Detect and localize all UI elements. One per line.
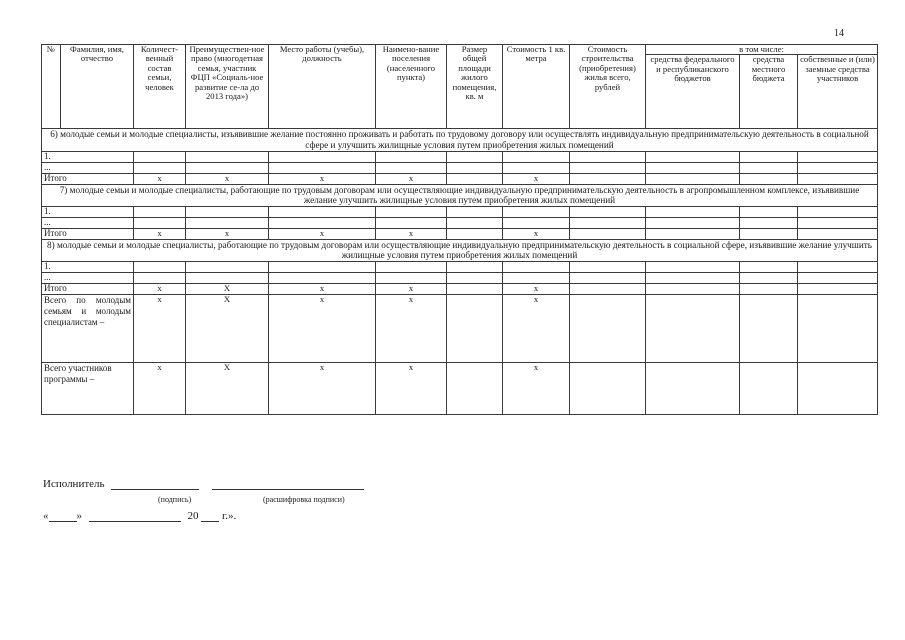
header-workplace: Место работы (учебы), должность — [269, 45, 376, 129]
mark: x — [134, 228, 186, 239]
mark: x — [134, 294, 186, 362]
mark: x — [376, 228, 447, 239]
mark: X — [186, 294, 269, 362]
mark: x — [376, 283, 447, 294]
mark: x — [376, 294, 447, 362]
mark: x — [376, 173, 447, 184]
header-area: Размер общей площади жилого помещения, кв. м — [447, 45, 503, 129]
mark: x — [269, 283, 376, 294]
mark: x — [134, 362, 186, 414]
table-row — [42, 272, 878, 283]
section-title-row — [42, 184, 878, 206]
date-year-field[interactable] — [201, 521, 219, 522]
date-year-suffix: г.». — [222, 510, 237, 522]
mark: x — [503, 294, 570, 362]
header-federal-funds: средства федерального и республиканского бюджетов — [646, 55, 740, 129]
total-label: Итого — [42, 228, 134, 239]
row-number: 1. — [42, 261, 134, 272]
total-all-row — [42, 362, 878, 414]
table-row — [42, 217, 878, 228]
section-title: 6) молодые семьи и молодые специалисты, изъявившие желание постоянно проживать и работать по трудовому договору или осуществлять индивидуальную предпринимательскую деятельность в социальной сфере и улучшить жилищные условия путем приобретения жилых помещений — [42, 129, 878, 151]
mark: x — [269, 294, 376, 362]
mark: x — [503, 228, 570, 239]
total-label: Итого — [42, 283, 134, 294]
date-close-quote: » — [76, 510, 82, 522]
mark: X — [186, 283, 269, 294]
mark: x — [269, 228, 376, 239]
decoding-caption: (расшифровка подписи) — [263, 495, 345, 504]
header-local-funds: средства местного бюджета — [740, 55, 798, 129]
total-young-label: Всего по молодым семьям и молодым специалистам – — [42, 294, 134, 362]
signature-caption: (подпись) — [158, 495, 192, 504]
mark: x — [134, 173, 186, 184]
header-priority-right: Преимуществен-ное право (многодетная семья, участник ФЦП «Социаль-ное развитие се-ла до 2013 года») — [186, 45, 269, 129]
header-total-cost: Стоимость строительства (приобретения) жилья всего, рублей — [570, 45, 646, 129]
row-ellipsis: ... — [42, 272, 134, 283]
total-young-row — [42, 294, 878, 362]
date-day-field[interactable] — [49, 521, 77, 522]
total-label: Итого — [42, 173, 134, 184]
header-name: Фамилия, имя, отчество — [61, 45, 134, 129]
page-number: 14 — [834, 28, 844, 39]
mark: x — [134, 283, 186, 294]
mark: x — [376, 362, 447, 414]
date-line — [43, 510, 236, 522]
program-participants-table — [41, 44, 878, 415]
section-title: 8) молодые семьи и молодые специалисты, работающие по трудовым договорам или осуществляющие индивидуальную предпринимательскую деятельность в социальной сфере, изъявившие желание улучшить жилищные условия путем приобретения жилых помещений — [42, 239, 878, 261]
table-row — [42, 151, 878, 162]
mark: x — [186, 228, 269, 239]
header-num: № — [42, 45, 61, 129]
section-title: 7) молодые семьи и молодые специалисты, работающие по трудовым договорам или осуществляющие индивидуальную предпринимательскую деятельность в агропромышленном комплексе, изъявившие желание улучшить жилищные условия путем приобретения жилых помещений — [42, 184, 878, 206]
date-open-quote: « — [43, 510, 49, 522]
table-row — [42, 261, 878, 272]
date-month-field[interactable] — [89, 521, 181, 522]
mark: x — [503, 283, 570, 294]
header-cost-per-m2: Стоимость 1 кв. метра — [503, 45, 570, 129]
header-settlement: Наимено-вание поселения (населенного пункта) — [376, 45, 447, 129]
executor-label: Исполнитель — [43, 478, 105, 490]
header-own-funds: собственные и (или) заемные средства участников — [798, 55, 878, 129]
date-year-prefix: 20 — [187, 510, 199, 522]
row-number: 1. — [42, 151, 134, 162]
table-row — [42, 206, 878, 217]
mark: x — [186, 173, 269, 184]
total-row — [42, 173, 878, 184]
total-all-label: Всего участников программы – — [42, 362, 134, 414]
section-title-row — [42, 239, 878, 261]
row-ellipsis: ... — [42, 162, 134, 173]
total-row — [42, 283, 878, 294]
mark: x — [269, 173, 376, 184]
mark: x — [269, 362, 376, 414]
header-family-size: Количест-венный состав семьи, человек — [134, 45, 186, 129]
table-row — [42, 162, 878, 173]
row-number: 1. — [42, 206, 134, 217]
mark: X — [186, 362, 269, 414]
signature-field[interactable] — [111, 489, 199, 490]
section-title-row — [42, 129, 878, 151]
header-including: в том числе: — [646, 45, 878, 55]
mark: x — [503, 362, 570, 414]
row-ellipsis: ... — [42, 217, 134, 228]
header-row — [42, 45, 878, 55]
executor-line — [43, 478, 364, 490]
total-row — [42, 228, 878, 239]
mark: x — [503, 173, 570, 184]
signature-decoding-field[interactable] — [212, 489, 364, 490]
